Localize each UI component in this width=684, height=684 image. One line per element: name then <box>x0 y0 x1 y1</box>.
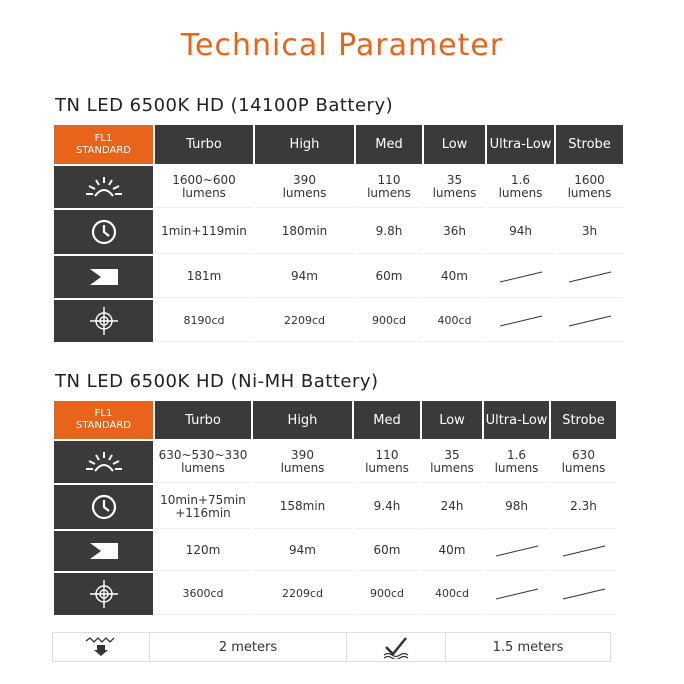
na-dash <box>484 573 549 615</box>
drop-impact-icon <box>53 633 150 661</box>
na-dash <box>487 300 554 342</box>
clock-icon <box>54 210 153 254</box>
mode-turbo: Turbo <box>155 125 253 164</box>
distance-row: 120m 94m 60m 40m <box>54 531 616 571</box>
target-icon <box>54 300 153 342</box>
na-dash <box>556 300 623 342</box>
mode-ultra-low: Ultra-Low <box>484 401 549 439</box>
na-dash <box>556 256 623 298</box>
mode-low: Low <box>424 125 485 164</box>
distance-row: 181m 94m 60m 40m <box>54 256 623 298</box>
intensity-row: 3600cd 2209cd 900cd 400cd <box>54 573 616 615</box>
mode-high: High <box>255 125 354 164</box>
section-title-1: TN LED 6500K HD (14100P Battery) <box>55 95 394 116</box>
section-title-2: TN LED 6500K HD (Ni-MH Battery) <box>55 371 379 392</box>
na-dash <box>551 531 616 571</box>
burst-icon <box>54 441 153 483</box>
runtime-row: 1min+119min 180min 9.8h 36h 94h 3h <box>54 210 623 254</box>
beam-distance-icon <box>54 531 153 571</box>
beam-distance-icon <box>54 256 153 298</box>
water-resistance-icon <box>347 633 446 661</box>
mode-turbo: Turbo <box>155 401 251 439</box>
clock-icon <box>54 485 153 529</box>
mode-med: Med <box>356 125 422 164</box>
fl1-standard-badge: FL1 STANDARD <box>54 125 153 164</box>
mode-strobe: Strobe <box>556 125 623 164</box>
target-icon <box>54 573 153 615</box>
spec-table-1 <box>52 123 625 344</box>
na-dash <box>551 573 616 615</box>
na-dash <box>484 531 549 571</box>
runtime-row: 10min+75min +116min 158min 9.4h 24h 98h 2.3h <box>54 485 616 529</box>
impact-resistance-value: 2 meters <box>150 633 347 661</box>
fl1-standard-badge: FL1 STANDARD <box>54 401 153 439</box>
water-resistance-value: 1.5 meters <box>492 639 564 655</box>
mode-low: Low <box>422 401 482 439</box>
mode-ultra-low: Ultra-Low <box>487 125 554 164</box>
page-title: Technical Parameter <box>180 28 504 63</box>
output-row: 1600~600 lumens 390 lumens 110 lumens 35 lumens 1.6 lumens 1600 lumens <box>54 166 623 208</box>
na-dash <box>487 256 554 298</box>
spec-table-2 <box>52 399 618 617</box>
mode-med: Med <box>354 401 420 439</box>
mode-strobe: Strobe <box>551 401 616 439</box>
mode-high: High <box>253 401 352 439</box>
intensity-row: 8190cd 2209cd 900cd 400cd <box>54 300 623 342</box>
burst-icon <box>54 166 153 208</box>
output-row: 630~530~330 lumens 390 lumens 110 lumens 35 lumens 1.6 lumens 630 lumens <box>54 441 616 483</box>
durability-bar <box>52 632 611 662</box>
